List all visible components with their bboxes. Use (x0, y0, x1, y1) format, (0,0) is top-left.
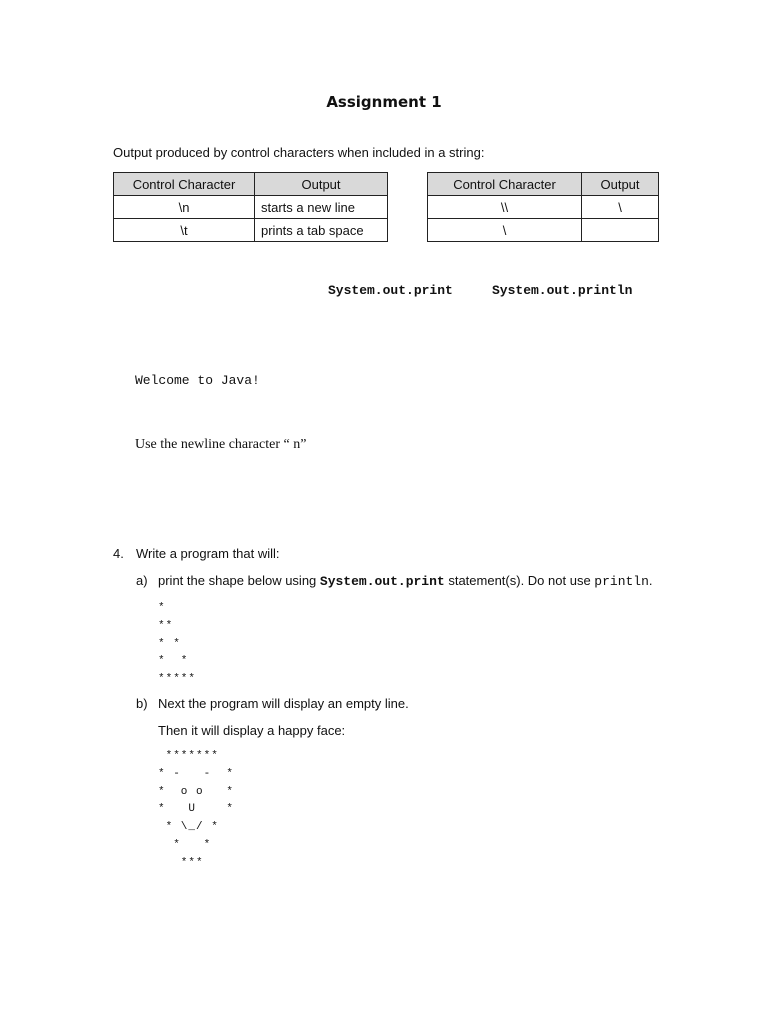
happy-face-shape: ******* * - - * * o o * * U * * \_/ * * * *** (158, 750, 235, 869)
part-b-line2: Then it will display a happy face: (158, 723, 346, 738)
part-a-label: a) (136, 573, 148, 588)
page-title: Assignment 1 (326, 93, 442, 111)
column-header: Output (582, 173, 659, 196)
welcome-text: Welcome to Java! (135, 373, 260, 388)
newline-hint: Use the newline character “ n” (135, 437, 307, 452)
table-cell: \\ (428, 196, 582, 219)
method-println: System.out.println (492, 283, 633, 298)
control-characters-table-2 (427, 172, 659, 242)
table-cell: \ (582, 196, 659, 219)
column-header: Control Character (428, 173, 582, 196)
part-b-label: b) (136, 696, 148, 711)
code-print: System.out.print (319, 574, 445, 589)
table-cell: \t (114, 219, 255, 242)
triangle-shape: * ** * * * * ***** (158, 602, 197, 686)
part-a-text-mid: statement(s). Do not use (444, 573, 595, 588)
table-header-row (114, 173, 388, 196)
column-header: Control Character (114, 173, 255, 196)
table-cell: \n (114, 196, 255, 219)
code-println: println (594, 574, 649, 589)
part-a-text-post: . (648, 573, 653, 588)
part-a-text (158, 573, 653, 589)
table-cell: prints a tab space (255, 219, 388, 242)
column-header: Output (255, 173, 388, 196)
table-row (428, 196, 659, 219)
question-text: Write a program that will: (136, 546, 280, 561)
table-row (114, 196, 388, 219)
part-a-text-pre: print the shape below using (158, 573, 320, 588)
question-number: 4. (113, 546, 124, 561)
part-b-line1: Next the program will display an empty line. (158, 696, 409, 711)
table-cell (582, 219, 659, 242)
table-header-row (428, 173, 659, 196)
table-row (114, 219, 388, 242)
method-print: System.out.print (328, 283, 453, 298)
table-cell: \ (428, 219, 582, 242)
table-row (428, 219, 659, 242)
control-characters-table-1 (113, 172, 388, 242)
table-cell: starts a new line (255, 196, 388, 219)
intro-text: Output produced by control characters when included in a string: (113, 145, 485, 160)
